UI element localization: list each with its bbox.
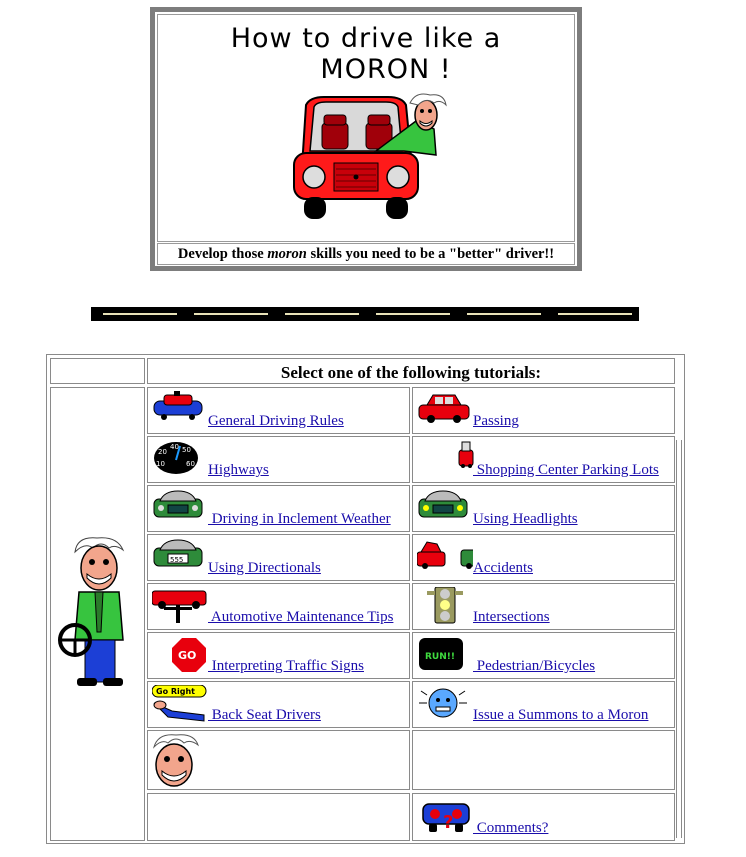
moron-driver-car-illustration [284, 93, 474, 238]
green-car-icon [152, 489, 208, 527]
tutorial-cell [412, 436, 675, 483]
empty-cell [412, 730, 675, 790]
tutorial-link[interactable]: Intersections [473, 609, 550, 625]
moron-mascot-icon [57, 536, 135, 692]
tutorial-link[interactable]: Using Directionals [208, 560, 321, 576]
svg-text:40: 40 [170, 443, 179, 451]
tutorial-cell [412, 534, 675, 581]
svg-text:555: 555 [170, 556, 184, 564]
banner-caption [157, 243, 575, 265]
comments-cell [412, 793, 675, 841]
banner-art [157, 14, 575, 242]
banner [150, 7, 582, 271]
tutorial-cell [147, 534, 410, 581]
car-lift-icon [152, 587, 208, 625]
car-plate-icon [152, 538, 208, 576]
crash-icon [417, 538, 473, 576]
scrollbar-thumb[interactable] [676, 440, 682, 838]
caption-emphasis: moron [267, 246, 307, 262]
tutorial-link[interactable]: Driving in Inclement Weather [208, 511, 391, 527]
tutorial-cell [412, 485, 675, 532]
tutorial-cell [147, 387, 410, 434]
tutorial-cell [147, 436, 410, 483]
tutorial-link[interactable]: Issue a Summons to a Moron [473, 707, 649, 723]
tutorial-link[interactable]: Automotive Maintenance Tips [208, 609, 394, 625]
tutorial-link[interactable]: Using Headlights [473, 511, 578, 527]
traffic-light-icon [421, 587, 477, 625]
caption-text-2: skills you need to be a "better" driver!! [306, 246, 555, 262]
red-car-icon [417, 391, 473, 429]
tutorial-link[interactable]: General Driving Rules [208, 413, 344, 429]
svg-text:GO: GO [178, 649, 197, 662]
tutorial-link[interactable]: Accidents [473, 560, 533, 576]
run-sign-icon [417, 636, 473, 674]
tutorial-cell [412, 387, 675, 434]
svg-text:20: 20 [158, 448, 167, 456]
svg-text:RUN!!: RUN!! [425, 652, 455, 662]
tutorial-cell [147, 583, 410, 630]
tutorial-link[interactable]: Back Seat Drivers [208, 707, 321, 723]
banner-title-line2: MORON ! [320, 54, 452, 85]
empty-cell [147, 793, 410, 841]
tutorial-cell [412, 681, 675, 728]
speedometer-icon [152, 440, 208, 478]
tutorial-cell [147, 632, 410, 679]
svg-text:10: 10 [156, 460, 165, 468]
caption-text-1: Develop those [177, 246, 268, 262]
police-car-icon [152, 391, 208, 429]
tutorial-link[interactable]: Highways [208, 462, 269, 478]
tutorial-link-comments[interactable]: Comments? [473, 820, 549, 836]
road-divider [91, 307, 639, 321]
svg-text:Go Right: Go Right [156, 687, 195, 696]
tutorial-cell [412, 583, 675, 630]
tutorial-cell [147, 681, 410, 728]
table-header: Select one of the following tutorials: [147, 358, 675, 384]
angry-face-icon [417, 685, 473, 723]
banner-title [158, 23, 574, 85]
svg-text:?: ? [443, 812, 454, 833]
svg-text:50: 50 [182, 446, 191, 454]
empty-corner-cell [50, 358, 145, 384]
comments-car-icon [419, 798, 473, 834]
banner-title-line1: How to drive like a [230, 23, 502, 54]
tutorial-link[interactable]: Shopping Center Parking Lots [473, 462, 659, 478]
mascot-cell [50, 387, 145, 841]
moron-face-icon [150, 733, 200, 789]
tutorial-cell [147, 485, 410, 532]
tutorial-link[interactable]: Passing [473, 413, 519, 429]
headlights-car-icon [417, 489, 473, 527]
go-right-sign-icon [152, 685, 208, 723]
moron-face-cell [147, 730, 410, 790]
tutorial-link[interactable]: Pedestrian/Bicycles [473, 658, 596, 674]
svg-text:60: 60 [186, 460, 195, 468]
tutorial-link[interactable]: Interpreting Traffic Signs [208, 658, 364, 674]
tutorial-cell [412, 632, 675, 679]
